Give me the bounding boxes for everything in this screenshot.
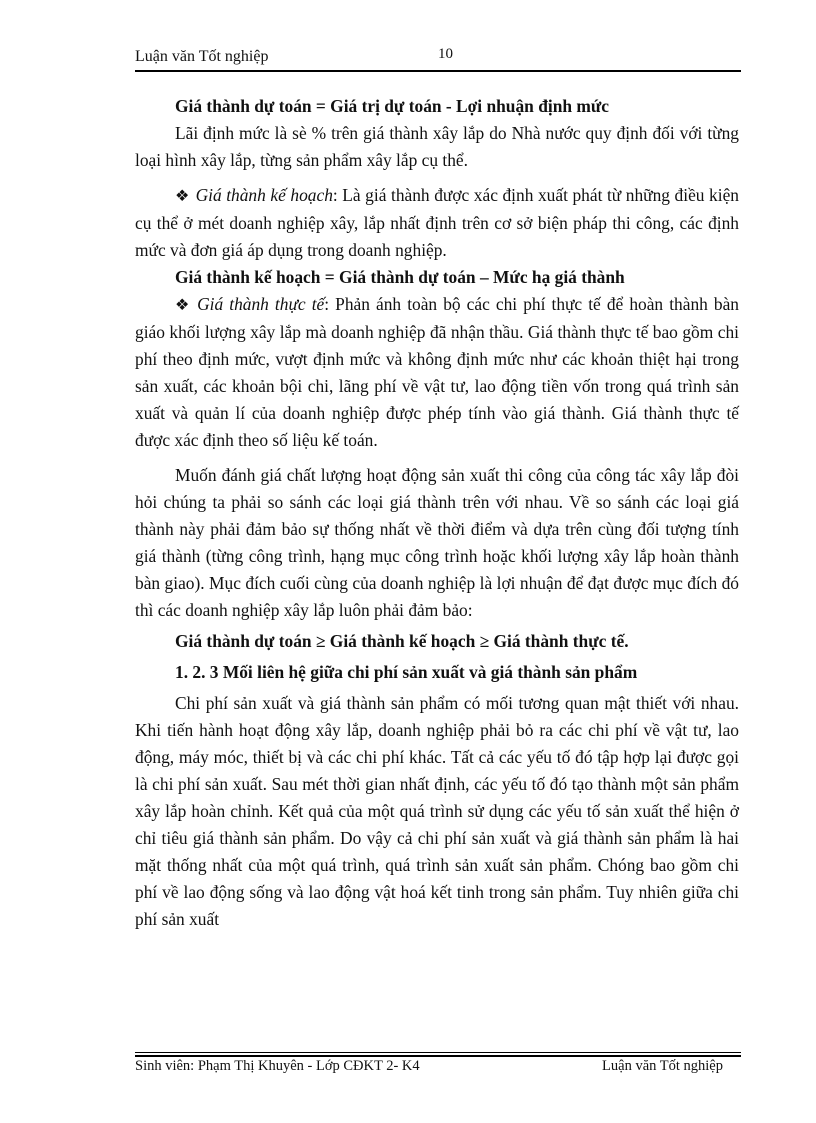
header-rule	[135, 70, 741, 72]
term-planned-cost: Giá thành kế hoạch	[195, 185, 333, 205]
diamond-bullet-icon: ❖	[175, 297, 192, 314]
document-body	[135, 93, 739, 933]
page-number: 10	[438, 46, 453, 62]
paragraph-comparison: Muốn đánh giá chất lượng hoạt động sản xuất thi công của công tác xây lắp đòi hỏi chúng ta phải so sánh các loại giá thành trên với nhau. Về so sánh các loại giá thành này phải đảm bảo sự thống nhất về thời điểm và dựa trên cùng đối tượng tính giá thành (từng công trình, hạng mục công trình hoặc khối lượng xây lắp hoàn thành bàn giao). Mục đích cuối cùng của doanh nghiệp là lợi nhuận để đạt được mục đích đó thì các doanh nghiệp xây lắp luôn phải đảm bảo:	[135, 465, 739, 620]
actual-cost-definition: : Phản ánh toàn bộ các chi phí thực tế để hoàn thành bàn giáo khối lượng xây lắp mà doanh nghiệp đã nhận thầu. Giá thành thực tế bao gồm chi phí theo định mức, vượt định mức và không định mức như các khoản thiệt hại trong sản xuất, các khoản bội chi, lãng phí về vật tư, lao động tiền vốn trong quá trình sản xuất và quản lí của doanh nghiệp được phép tính vào giá thành. Giá thành thực tế được xác định theo số liệu kế toán.	[135, 294, 740, 450]
diamond-bullet-icon: ❖	[175, 188, 190, 205]
planned-cost-definition: : Là giá thành được xác định xuất phát từ những điều kiện cụ thể ở mét doanh nghiệp xây, lắp nhất định trên cơ sở biện pháp thi công, các định mức và đơn giá áp dụng trong doanh nghiệp.	[135, 185, 739, 260]
footer-doc-title: Luận văn Tốt nghiệp	[602, 1058, 723, 1074]
header-title: Luận văn Tốt nghiệp	[135, 48, 269, 65]
footer-rule-thick	[135, 1055, 741, 1057]
paragraph-actual-cost	[135, 291, 739, 454]
paragraph-relationship: Chi phí sản xuất và giá thành sản phẩm có mối tương quan mật thiết với nhau. Khi tiến hành hoạt động xây lắp, doanh nghiệp phải bỏ ra các chi phí về vật tư, lao động, máy móc, thiết bị và các chi phí khác. Tất cả các yếu tố đó tập hợp lại được gọi là chi phí sản xuất. Sau mét thời gian nhất định, các yếu tố đó tạo thành một sản phẩm xây lắp hoàn chỉnh. Kết quả của một quá trình sử dụng các yếu tố sản xuất thể hiện ở chỉ tiêu giá thành sản phẩm. Do vậy cả chi phí sản xuất và giá thành sản phẩm là hai mặt thống nhất của một quá trình, quá trình sản xuất sản phẩm. Chóng bao gồm chi phí về lao động sống và lao động vật hoá kết tinh trong sản phẩm. Tuy nhiên giữa chi phí sản xuất	[135, 693, 739, 929]
paragraph-normative-profit: Lãi định mức là sè % trên giá thành xây lắp do Nhà nước quy định đối với từng loại hình xây lắp, từng sản phẩm xây lắp cụ thể.	[135, 123, 739, 170]
formula-planned-cost: Giá thành kế hoạch = Giá thành dự toán – Mức hạ giá thành	[175, 267, 625, 287]
formula-inequality: Giá thành dự toán ≥ Giá thành kế hoạch ≥ Giá thành thực tế.	[175, 631, 629, 651]
paragraph-planned-cost	[135, 182, 739, 264]
footer-student: Sinh viên: Phạm Thị Khuyên - Lớp CĐKT 2- K4	[135, 1058, 420, 1074]
section-heading: 1. 2. 3 Mối liên hệ giữa chi phí sản xuất và giá thành sản phẩm	[175, 662, 638, 682]
page-header	[135, 46, 741, 70]
footer-rule-thin	[135, 1052, 741, 1053]
formula-estimate-cost: Giá thành dự toán = Giá trị dự toán - Lợi nhuận định mức	[175, 96, 610, 116]
term-actual-cost: Giá thành thực tế	[197, 294, 325, 314]
